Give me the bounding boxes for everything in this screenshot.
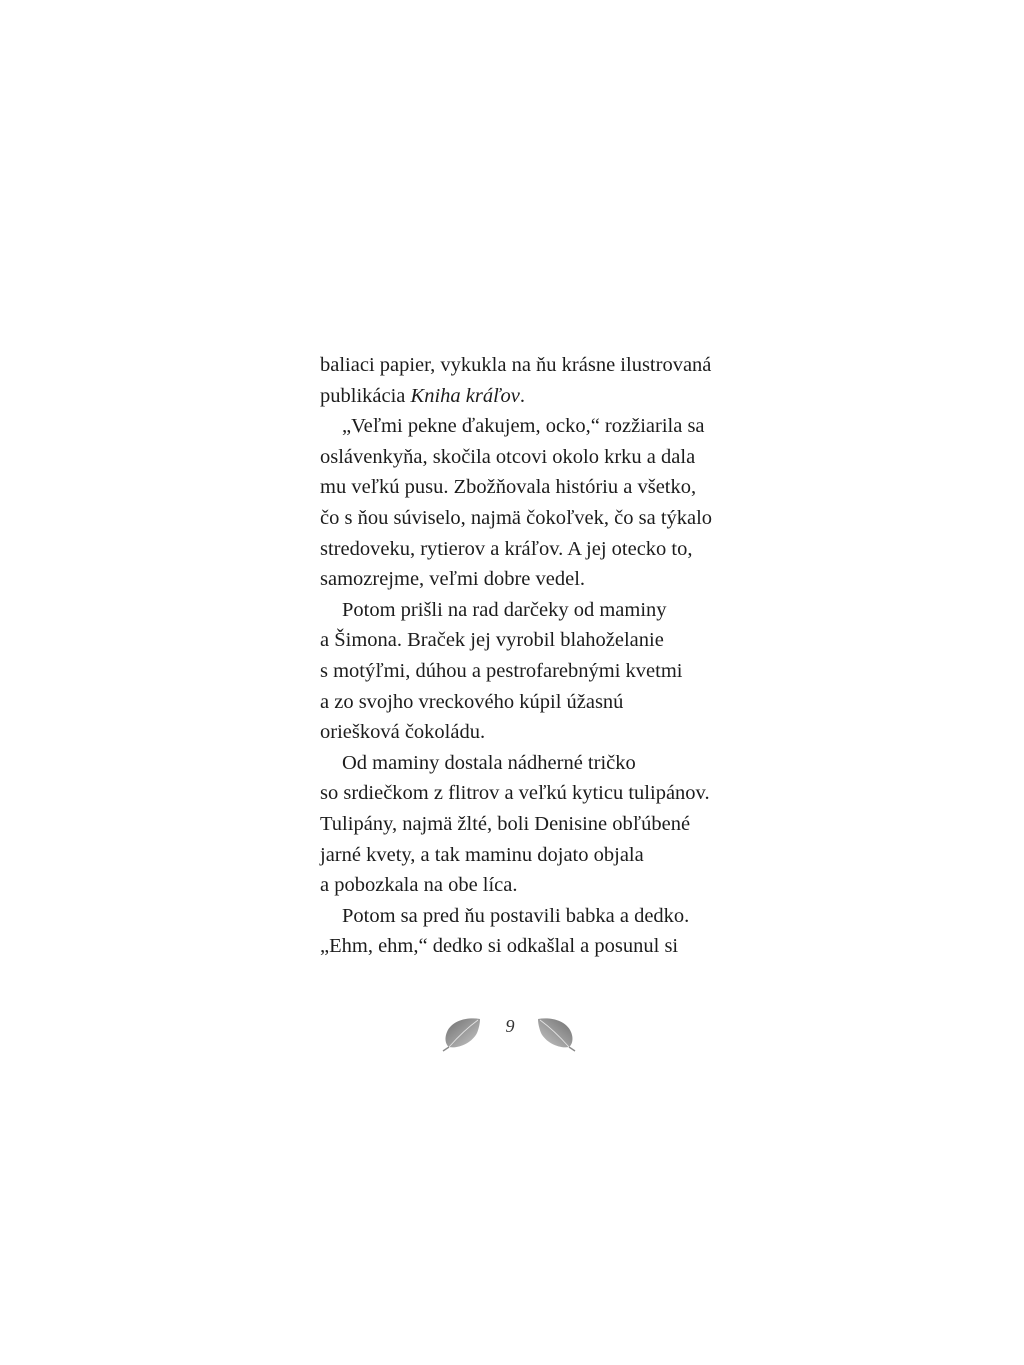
leaf-icon <box>442 1016 482 1052</box>
text-line <box>320 381 740 412</box>
text-line: jarné kvety, a tak maminu dojato objala <box>320 843 644 866</box>
text-line: mu veľkú pusu. Zbožňovala históriu a všetko, <box>320 476 697 499</box>
text-line: Tulipány, najmä žlté, boli Denisine obľúbené <box>320 812 691 835</box>
text-line: oslávenkyňa, skočila otcovi okolo krku a dala <box>320 445 696 468</box>
page-number: 9 <box>505 1016 515 1036</box>
text-span: . <box>519 384 526 407</box>
text-span: publikácia <box>320 384 411 407</box>
text-line: stredoveku, rytierov a kráľov. A jej otecko to, <box>320 537 693 560</box>
text-line: Potom prišli na rad darčeky od maminy <box>342 598 667 621</box>
text-line: čo s ňou súviselo, najmä čokoľvek, čo sa týkalo <box>320 506 713 529</box>
leaf-icon <box>536 1016 576 1052</box>
page-footer <box>440 1012 580 1056</box>
text-line: a Šimona. Braček jej vyrobil blahoželanie <box>320 629 664 652</box>
text-line: s motýľmi, dúhou a pestrofarebnými kvetmi <box>320 659 683 682</box>
page-text <box>320 350 740 962</box>
book-title: Kniha kráľov <box>410 384 520 407</box>
text-line: a pobozkala na obe líca. <box>320 874 518 897</box>
text-line: a zo svojho vreckového kúpil úžasnú <box>320 690 624 713</box>
text-line: „Ehm, ehm,“ dedko si odkašlal a posunul si <box>320 935 679 958</box>
text-line: oriešková čokoládu. <box>320 721 486 744</box>
text-line: so srdiečkom z flitrov a veľkú kyticu tulipánov. <box>320 782 710 805</box>
text-line: „Veľmi pekne ďakujem, ocko,“ rozžiarila sa <box>342 415 705 438</box>
text-line: Potom sa pred ňu postavili babka a dedko. <box>342 904 690 927</box>
text-line: Od maminy dostala nádherné tričko <box>342 751 636 774</box>
text-line: samozrejme, veľmi dobre vedel. <box>320 568 586 591</box>
text-line: baliaci papier, vykukla na ňu krásne ilustrovaná <box>320 354 712 376</box>
